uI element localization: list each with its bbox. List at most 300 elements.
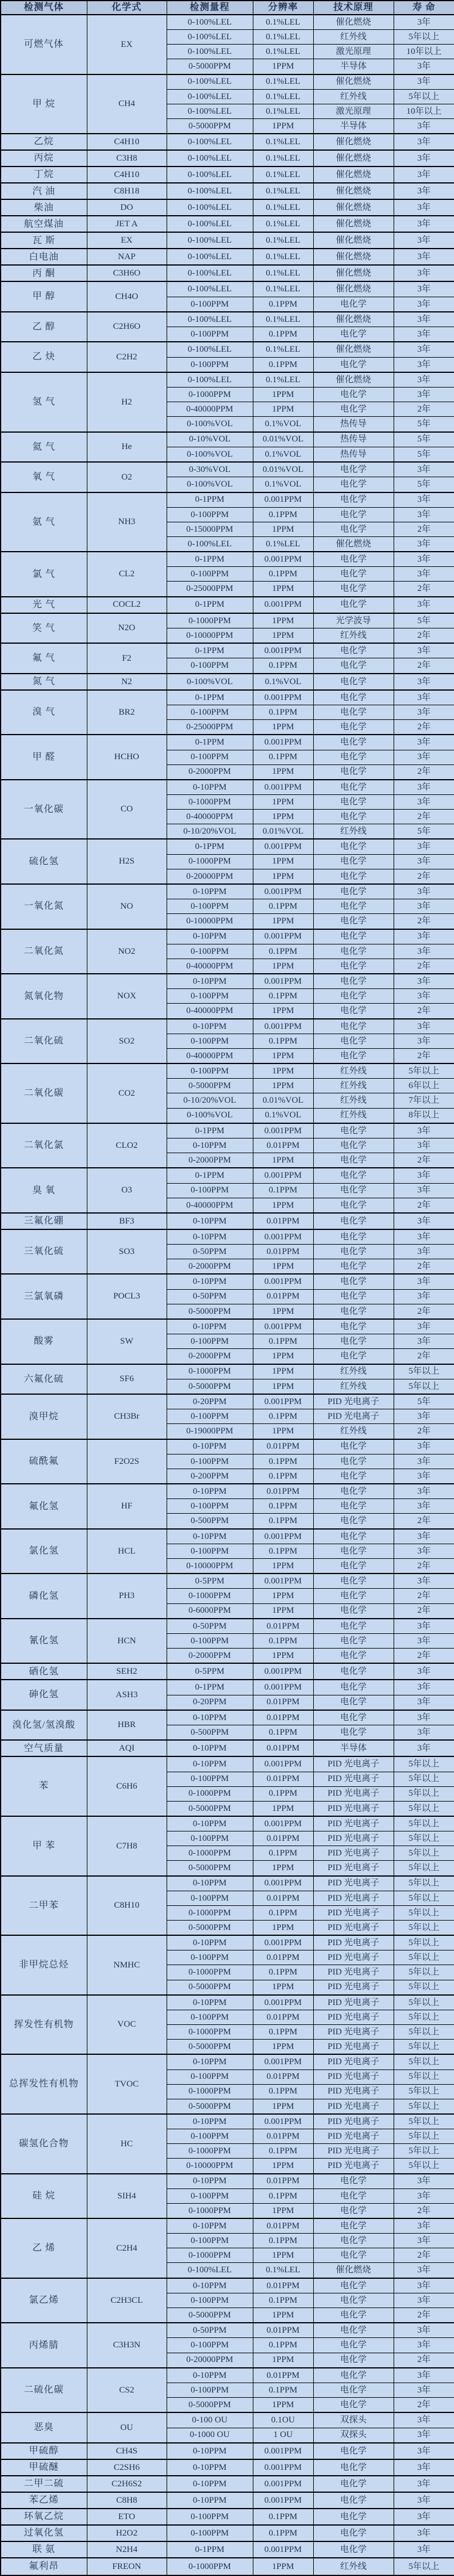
range-cell: 0-100PPM: [167, 327, 253, 342]
lifespan-cell: 3年: [394, 388, 454, 402]
principle-cell: 电化学: [313, 2492, 394, 2509]
lifespan-cell: 3年: [394, 1274, 454, 1289]
range-cell: 0-10PPM: [167, 2459, 253, 2476]
principle-cell: 电化学: [313, 402, 394, 417]
resolution-cell: 0.001PPM: [253, 974, 313, 989]
gas-name-cell: 氦 气: [1, 432, 87, 463]
range-cell: 0-10PPM: [167, 884, 253, 899]
lifespan-cell: 3年: [394, 2525, 454, 2541]
lifespan-cell: 5年以上: [394, 1786, 454, 1801]
table-row: [1, 2476, 454, 2492]
range-cell: 0-40000PPM: [167, 810, 253, 824]
principle-cell: 电化学: [313, 1484, 394, 1499]
formula-cell: C2SH6: [87, 2459, 167, 2476]
header-row: [1, 1, 454, 15]
formula-cell: COCL2: [87, 597, 167, 613]
lifespan-cell: 3年: [394, 1619, 454, 1634]
resolution-cell: 0.1PPM: [253, 2188, 313, 2203]
principle-cell: 电化学: [313, 2541, 394, 2558]
range-cell: 0-50PPM: [167, 1619, 253, 1634]
lifespan-cell: 2年: [394, 764, 454, 780]
resolution-cell: 1PPM: [253, 1603, 313, 1619]
gas-name-cell: 磷化氢: [1, 1574, 87, 1619]
table-row: [1, 372, 454, 388]
table-row: [1, 2509, 454, 2525]
table-row: [1, 74, 454, 90]
gas-name-cell: 溴甲烷: [1, 1394, 87, 1439]
range-cell: 0-5PPM: [167, 1574, 253, 1589]
principle-cell: PID 光电离子: [313, 1772, 394, 1786]
resolution-cell: 0.1PPM: [253, 327, 313, 342]
resolution-cell: 1PPM: [253, 1649, 313, 1664]
principle-cell: 电化学: [313, 1695, 394, 1710]
table-row: [1, 1574, 454, 1589]
principle-cell: 电化学: [313, 1649, 394, 1664]
range-cell: 0-10/20%VOL: [167, 824, 253, 840]
table-row: [1, 1394, 454, 1409]
resolution-cell: 1PPM: [253, 582, 313, 597]
range-cell: 0-100 OU: [167, 2412, 253, 2428]
lifespan-cell: 5年以上: [394, 2114, 454, 2129]
lifespan-cell: 3年: [394, 1499, 454, 1514]
resolution-cell: 1PPM: [253, 59, 313, 74]
range-cell: 0-1000PPM: [167, 2558, 253, 2575]
principle-cell: 电化学: [313, 989, 394, 1004]
lifespan-cell: 3年: [394, 1680, 454, 1695]
gas-name-cell: 丙 酮: [1, 265, 87, 281]
resolution-cell: 0.01%VOL: [253, 462, 313, 477]
lifespan-cell: 3年: [394, 643, 454, 658]
table-row: [1, 1740, 454, 1756]
lifespan-cell: 3年: [394, 2323, 454, 2338]
table-row: [1, 15, 454, 30]
table-row: [1, 1995, 454, 2010]
resolution-cell: 1PPM: [253, 2353, 313, 2368]
range-cell: 0-100PPM: [167, 2069, 253, 2084]
principle-cell: 电化学: [313, 1603, 394, 1619]
lifespan-cell: 2年: [394, 522, 454, 536]
resolution-cell: 0.001PPM: [253, 1935, 313, 1950]
resolution-cell: 0.001PPM: [253, 780, 313, 795]
gas-name-cell: 二氧化碳: [1, 1063, 87, 1123]
formula-cell: H2O2: [87, 2525, 167, 2541]
lifespan-cell: 2年: [394, 1259, 454, 1275]
gas-name-cell: 氢 气: [1, 372, 87, 432]
lifespan-cell: 5年: [394, 447, 454, 462]
gas-name-cell: 丁烷: [1, 166, 87, 183]
range-cell: 0-10PPM: [167, 1816, 253, 1831]
range-cell: 0-10000PPM: [167, 1558, 253, 1574]
gas-name-cell: 恶臭: [1, 2412, 87, 2443]
lifespan-cell: 3年: [394, 2234, 454, 2248]
lifespan-cell: 2年: [394, 628, 454, 643]
range-cell: 0-100PPM: [167, 658, 253, 674]
principle-cell: 电化学: [313, 2203, 394, 2218]
principle-cell: 电化学: [313, 1229, 394, 1245]
formula-cell: JET A: [87, 216, 167, 232]
resolution-cell: 0.001PPM: [253, 1394, 313, 1409]
principle-cell: 电化学: [313, 795, 394, 810]
range-cell: 0-10PPM: [167, 2368, 253, 2383]
range-cell: 0-1PPM: [167, 643, 253, 658]
resolution-cell: 0.01PPM: [253, 1139, 313, 1153]
lifespan-cell: 2年: [394, 658, 454, 674]
principle-cell: 电化学: [313, 944, 394, 959]
lifespan-cell: 2年: [394, 582, 454, 597]
resolution-cell: 0.1%LEL: [253, 30, 313, 45]
resolution-cell: 1PPM: [253, 118, 313, 134]
table-row: [1, 1274, 454, 1289]
resolution-cell: 0.1PPM: [253, 1905, 313, 1920]
resolution-cell: 0.001PPM: [253, 1019, 313, 1034]
principle-cell: 电化学: [313, 297, 394, 312]
formula-cell: HC: [87, 2114, 167, 2174]
resolution-cell: 0.1PPM: [253, 2338, 313, 2353]
principle-cell: PID 光电离子: [313, 1995, 394, 2010]
lifespan-cell: 5年: [394, 1394, 454, 1409]
range-cell: 0-2000PPM: [167, 764, 253, 780]
principle-cell: 红外线: [313, 824, 394, 840]
range-cell: 0-5000PPM: [167, 2398, 253, 2413]
resolution-cell: 0.1%LEL: [253, 15, 313, 30]
range-cell: 0-1000PPM: [167, 2248, 253, 2263]
range-cell: 0-5000PPM: [167, 1379, 253, 1394]
table-row: [1, 312, 454, 327]
range-cell: 0-100%LEL: [167, 15, 253, 30]
principle-cell: 电化学: [313, 2218, 394, 2234]
table-row: [1, 1019, 454, 1034]
principle-cell: 电化学: [313, 869, 394, 884]
resolution-cell: 0.01PPM: [253, 1484, 313, 1499]
resolution-cell: 0.001PPM: [253, 1756, 313, 1772]
principle-cell: 催化燃烧: [313, 2263, 394, 2278]
principle-cell: 电化学: [313, 810, 394, 824]
principle-cell: 电化学: [313, 597, 394, 613]
lifespan-cell: 3年: [394, 1213, 454, 1229]
resolution-cell: 0.1%LEL: [253, 166, 313, 183]
principle-cell: 电化学: [313, 357, 394, 372]
principle-cell: 电化学: [313, 1304, 394, 1319]
range-cell: 0-50PPM: [167, 1245, 253, 1259]
formula-cell: BR2: [87, 690, 167, 735]
table-row: [1, 134, 454, 150]
principle-cell: PID 光电离子: [313, 2114, 394, 2129]
resolution-cell: 0.1%VOL: [253, 674, 313, 690]
resolution-cell: 0.01PPM: [253, 2069, 313, 2084]
range-cell: 0-20000PPM: [167, 2353, 253, 2368]
range-cell: 0-100%LEL: [167, 134, 253, 150]
range-cell: 0-10PPM: [167, 1710, 253, 1725]
lifespan-cell: 5年以上: [394, 1063, 454, 1079]
principle-cell: 催化燃烧: [313, 536, 394, 552]
range-cell: 0-500PPM: [167, 1725, 253, 1741]
lifespan-cell: 3年: [394, 249, 454, 265]
principle-cell: 电化学: [313, 327, 394, 342]
resolution-cell: 1PPM: [253, 1198, 313, 1213]
principle-cell: PID 光电离子: [313, 2159, 394, 2174]
principle-cell: 催化燃烧: [313, 150, 394, 166]
lifespan-cell: 3年: [394, 1740, 454, 1756]
gas-name-cell: 白电油: [1, 249, 87, 265]
principle-cell: PID 光电离子: [313, 1980, 394, 1995]
range-cell: 0-100%VOL: [167, 447, 253, 462]
table-row: [1, 1935, 454, 1950]
gas-name-cell: 氟化氢: [1, 1484, 87, 1529]
gas-name-cell: 氨 气: [1, 492, 87, 552]
table-row: [1, 2174, 454, 2189]
resolution-cell: 0.1%LEL: [253, 183, 313, 199]
gas-name-cell: 氧 气: [1, 462, 87, 492]
resolution-cell: 0.1%LEL: [253, 74, 313, 90]
principle-cell: 电化学: [313, 1710, 394, 1725]
gas-name-cell: 丙烷: [1, 150, 87, 166]
gas-name-cell: 甲 烷: [1, 74, 87, 134]
formula-cell: CH3Br: [87, 1394, 167, 1439]
gas-name-cell: 苯: [1, 1756, 87, 1816]
range-cell: 0-100PPM: [167, 1454, 253, 1469]
formula-cell: H2S: [87, 839, 167, 884]
resolution-cell: 0.1PPM: [253, 1454, 313, 1469]
gas-name-cell: 一氧化碳: [1, 780, 87, 840]
lifespan-cell: 5年以上: [394, 1935, 454, 1950]
lifespan-cell: 3年: [394, 2443, 454, 2459]
principle-cell: 电化学: [313, 1663, 394, 1680]
resolution-cell: 0.001PPM: [253, 1574, 313, 1589]
table-row: [1, 1816, 454, 1831]
formula-cell: CS2: [87, 2368, 167, 2413]
principle-cell: 电化学: [313, 2278, 394, 2293]
table-row: [1, 1756, 454, 1772]
range-cell: 0-100%LEL: [167, 342, 253, 357]
principle-cell: PID 光电离子: [313, 1831, 394, 1846]
formula-cell: C3H8: [87, 150, 167, 166]
principle-cell: 电化学: [313, 1558, 394, 1574]
principle-cell: 电化学: [313, 764, 394, 780]
lifespan-cell: 3年: [394, 944, 454, 959]
principle-cell: 电化学: [313, 780, 394, 795]
formula-cell: EX: [87, 15, 167, 74]
table-row: [1, 1710, 454, 1725]
range-cell: 0-10PPM: [167, 1935, 253, 1950]
formula-cell: OU: [87, 2412, 167, 2443]
table-header: [1, 1, 454, 15]
resolution-cell: 1PPM: [253, 1349, 313, 1364]
resolution-cell: 0.001PPM: [253, 597, 313, 613]
table-row: [1, 552, 454, 567]
principle-cell: PID 光电离子: [313, 2069, 394, 2084]
gas-name-cell: 环氧乙烷: [1, 2509, 87, 2525]
gas-name-cell: 甲硫醇: [1, 2443, 87, 2459]
principle-cell: 红外线: [313, 1424, 394, 1439]
resolution-cell: 0.01%VOL: [253, 824, 313, 840]
range-cell: 0-5000PPM: [167, 59, 253, 74]
resolution-cell: 1PPM: [253, 1079, 313, 1093]
range-cell: 0-1000PPM: [167, 2203, 253, 2218]
principle-cell: 电化学: [313, 1725, 394, 1741]
range-cell: 0-100%LEL: [167, 312, 253, 327]
lifespan-cell: 5年以上: [394, 30, 454, 45]
principle-cell: 半导体: [313, 1740, 394, 1756]
resolution-cell: 0.01PPM: [253, 2368, 313, 2383]
range-cell: 0-5000PPM: [167, 1801, 253, 1816]
range-cell: 0-100PPM: [167, 1544, 253, 1558]
lifespan-cell: 2年: [394, 1514, 454, 1529]
gas-name-cell: 氯化氢: [1, 1529, 87, 1574]
principle-cell: 电化学: [313, 388, 394, 402]
lifespan-cell: 5年: [394, 477, 454, 492]
lifespan-cell: 2年: [394, 1004, 454, 1019]
range-cell: 0-1PPM: [167, 690, 253, 705]
range-cell: 0-10000PPM: [167, 2159, 253, 2174]
resolution-cell: 1PPM: [253, 2248, 313, 2263]
resolution-cell: 0.1PPM: [253, 1725, 313, 1741]
principle-cell: 电化学: [313, 1439, 394, 1454]
lifespan-cell: 3年: [394, 281, 454, 297]
range-cell: 0-100%LEL: [167, 216, 253, 232]
principle-cell: PID 光电离子: [313, 1861, 394, 1876]
resolution-cell: 0.1PPM: [253, 1409, 313, 1424]
resolution-cell: 0.001PPM: [253, 2459, 313, 2476]
header-range: 检测量程: [167, 1, 253, 15]
formula-cell: HCHO: [87, 735, 167, 780]
principle-cell: 电化学: [313, 2525, 394, 2541]
lifespan-cell: 5年以上: [394, 1801, 454, 1816]
range-cell: 0-1PPM: [167, 1680, 253, 1695]
lifespan-cell: 3年: [394, 1634, 454, 1649]
range-cell: 0-2000PPM: [167, 1259, 253, 1275]
gas-name-cell: 二甲二硫: [1, 2476, 87, 2492]
resolution-cell: 0.01PPM: [253, 1289, 313, 1304]
gas-name-cell: 联 氨: [1, 2541, 87, 2558]
gas-name-cell: 丙烯腈: [1, 2323, 87, 2368]
formula-cell: F2: [87, 643, 167, 674]
principle-cell: 双探头: [313, 2412, 394, 2428]
resolution-cell: 1PPM: [253, 764, 313, 780]
lifespan-cell: 7年以上: [394, 1093, 454, 1108]
principle-cell: 催化燃烧: [313, 342, 394, 357]
principle-cell: 电化学: [313, 1183, 394, 1198]
lifespan-cell: 3年: [394, 884, 454, 899]
range-cell: 0-1000PPM: [167, 1905, 253, 1920]
lifespan-cell: 3年: [394, 1529, 454, 1544]
lifespan-cell: 2年: [394, 1349, 454, 1364]
lifespan-cell: 3年: [394, 183, 454, 199]
principle-cell: 红外线: [313, 1079, 394, 1093]
lifespan-cell: 5年以上: [394, 1756, 454, 1772]
resolution-cell: 0.001PPM: [253, 1663, 313, 1680]
gas-name-cell: 空气质量: [1, 1740, 87, 1756]
principle-cell: 电化学: [313, 1168, 394, 1183]
principle-cell: 电化学: [313, 643, 394, 658]
range-cell: 0-6000PPM: [167, 1603, 253, 1619]
gas-name-cell: 三氧化硫: [1, 1229, 87, 1275]
lifespan-cell: 3年: [394, 2278, 454, 2293]
formula-cell: C2H6S2: [87, 2476, 167, 2492]
resolution-cell: 0.1OU: [253, 2412, 313, 2428]
lifespan-cell: 5年以上: [394, 1920, 454, 1935]
lifespan-cell: 3年: [394, 1710, 454, 1725]
table-row: [1, 735, 454, 750]
principle-cell: 电化学: [313, 477, 394, 492]
principle-cell: 电化学: [313, 1153, 394, 1168]
range-cell: 0-20PPM: [167, 1695, 253, 1710]
resolution-cell: 1PPM: [253, 628, 313, 643]
range-cell: 0-100%LEL: [167, 104, 253, 118]
resolution-cell: 0.1%LEL: [253, 265, 313, 281]
resolution-cell: 0.1%LEL: [253, 134, 313, 150]
resolution-cell: 0.01PPM: [253, 1710, 313, 1725]
principle-cell: 电化学: [313, 735, 394, 750]
table-row: [1, 281, 454, 297]
gas-name-cell: 溴化氢/氢溴酸: [1, 1710, 87, 1741]
principle-cell: 红外线: [313, 30, 394, 45]
principle-cell: 热传导: [313, 417, 394, 432]
principle-cell: PID 光电离子: [313, 1891, 394, 1905]
lifespan-cell: 3年: [394, 74, 454, 90]
range-cell: 0-1PPM: [167, 492, 253, 508]
resolution-cell: 0.001PPM: [253, 492, 313, 508]
principle-cell: 热传导: [313, 432, 394, 447]
range-cell: 0-100PPM: [167, 1634, 253, 1649]
lifespan-cell: 3年: [394, 59, 454, 74]
principle-cell: 电化学: [313, 1334, 394, 1349]
lifespan-cell: 2年: [394, 1649, 454, 1664]
range-cell: 0-1000PPM: [167, 388, 253, 402]
lifespan-cell: 10年以上: [394, 45, 454, 59]
lifespan-cell: 2年: [394, 1153, 454, 1168]
lifespan-cell: 3年: [394, 1334, 454, 1349]
formula-cell: HBR: [87, 1710, 167, 1741]
range-cell: 0-100%LEL: [167, 183, 253, 199]
lifespan-cell: 3年: [394, 342, 454, 357]
lifespan-cell: 2年: [394, 959, 454, 974]
resolution-cell: 1PPM: [253, 2398, 313, 2413]
resolution-cell: 0.001PPM: [253, 643, 313, 658]
table-row: [1, 1364, 454, 1379]
formula-cell: DO: [87, 199, 167, 216]
range-cell: 0-100PPM: [167, 2383, 253, 2398]
range-cell: 0-10PPM: [167, 1019, 253, 1034]
resolution-cell: 0.1PPM: [253, 357, 313, 372]
lifespan-cell: 5年以上: [394, 1831, 454, 1846]
gas-name-cell: 二氧化氯: [1, 1123, 87, 1168]
resolution-cell: 0.001PPM: [253, 1274, 313, 1289]
resolution-cell: 0.1PPM: [253, 2293, 313, 2307]
range-cell: 0-10PPM: [167, 1139, 253, 1153]
lifespan-cell: 2年: [394, 2248, 454, 2263]
lifespan-cell: 3年: [394, 854, 454, 869]
resolution-cell: 0.01PPM: [253, 1213, 313, 1229]
lifespan-cell: 5年以上: [394, 1950, 454, 1965]
formula-cell: NOX: [87, 974, 167, 1019]
principle-cell: PID 光电离子: [313, 1920, 394, 1935]
lifespan-cell: 5年以上: [394, 1846, 454, 1861]
resolution-cell: 1PPM: [253, 2203, 313, 2218]
formula-cell: O3: [87, 1168, 167, 1213]
lifespan-cell: 3年: [394, 232, 454, 249]
lifespan-cell: 3年: [394, 2218, 454, 2234]
lifespan-cell: 3年: [394, 2293, 454, 2307]
lifespan-cell: 5年: [394, 417, 454, 432]
lifespan-cell: 5年以上: [394, 2054, 454, 2069]
lifespan-cell: 2年: [394, 720, 454, 735]
range-cell: 0-1PPM: [167, 597, 253, 613]
gas-name-cell: 一氧化氮: [1, 884, 87, 929]
lifespan-cell: 5年以上: [394, 2099, 454, 2114]
resolution-cell: 0.1PPM: [253, 944, 313, 959]
resolution-cell: 0.01PPM: [253, 2129, 313, 2144]
principle-cell: 电化学: [313, 2368, 394, 2383]
